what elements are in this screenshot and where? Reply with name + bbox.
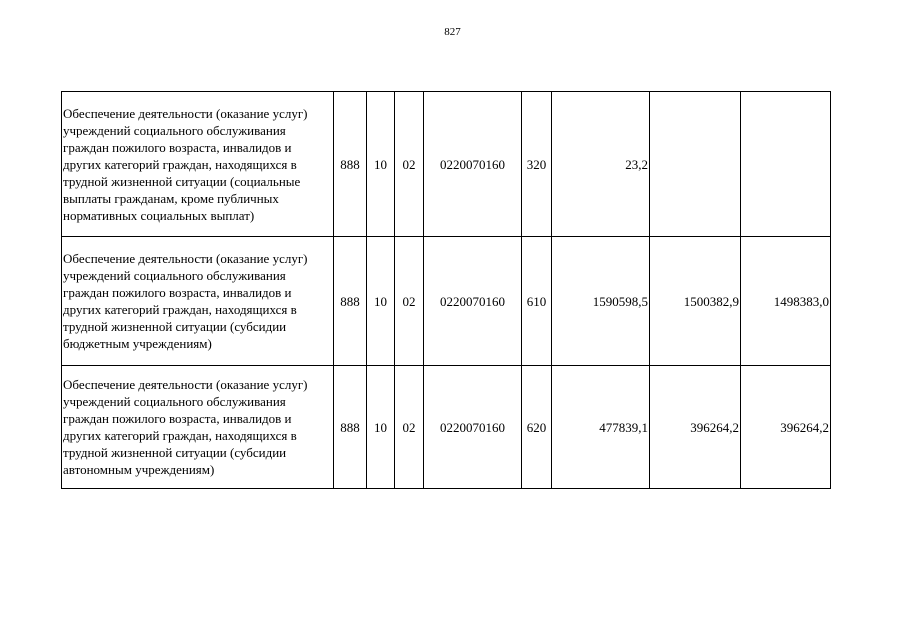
subsection-code: 02 (395, 366, 424, 489)
subsection-code: 02 (395, 92, 424, 237)
ministry-code: 888 (334, 237, 367, 366)
amount-year-3: 396264,2 (741, 366, 831, 489)
expense-type-code: 320 (522, 92, 552, 237)
subsection-code: 02 (395, 237, 424, 366)
section-code: 10 (367, 92, 395, 237)
target-article-code: 0220070160 (424, 92, 522, 237)
budget-table (61, 91, 831, 489)
section-code: 10 (367, 366, 395, 489)
amount-year-1: 23,2 (552, 92, 650, 237)
target-article-code: 0220070160 (424, 366, 522, 489)
target-article-code: 0220070160 (424, 237, 522, 366)
ministry-code: 888 (334, 366, 367, 489)
table-row (62, 92, 831, 237)
row-description: Обеспечение деятельности (оказание услуг) учреждений социального обслуживания граждан пожилого возраста, инвалидов и других категорий граждан, находящихся в трудной жизненной ситуации (социальные выплаты гражданам, кроме публичных нормативных социальных выплат) (62, 92, 334, 237)
amount-year-2: 1500382,9 (650, 237, 741, 366)
amount-year-2: 396264,2 (650, 366, 741, 489)
page-number: 827 (444, 26, 461, 38)
table-row (62, 237, 831, 366)
row-description: Обеспечение деятельности (оказание услуг) учреждений социального обслуживания граждан пожилого возраста, инвалидов и других категорий граждан, находящихся в трудной жизненной ситуации (субсидии автономным учреждениям) (62, 366, 334, 489)
amount-year-1: 477839,1 (552, 366, 650, 489)
row-description: Обеспечение деятельности (оказание услуг) учреждений социального обслуживания граждан пожилого возраста, инвалидов и других категорий граждан, находящихся в трудной жизненной ситуации (субсидии бюджетным учреждениям) (62, 237, 334, 366)
amount-year-1: 1590598,5 (552, 237, 650, 366)
table-row (62, 366, 831, 489)
expense-type-code: 620 (522, 366, 552, 489)
amount-year-3 (741, 92, 831, 237)
expense-type-code: 610 (522, 237, 552, 366)
ministry-code: 888 (334, 92, 367, 237)
amount-year-2 (650, 92, 741, 237)
section-code: 10 (367, 237, 395, 366)
amount-year-3: 1498383,0 (741, 237, 831, 366)
